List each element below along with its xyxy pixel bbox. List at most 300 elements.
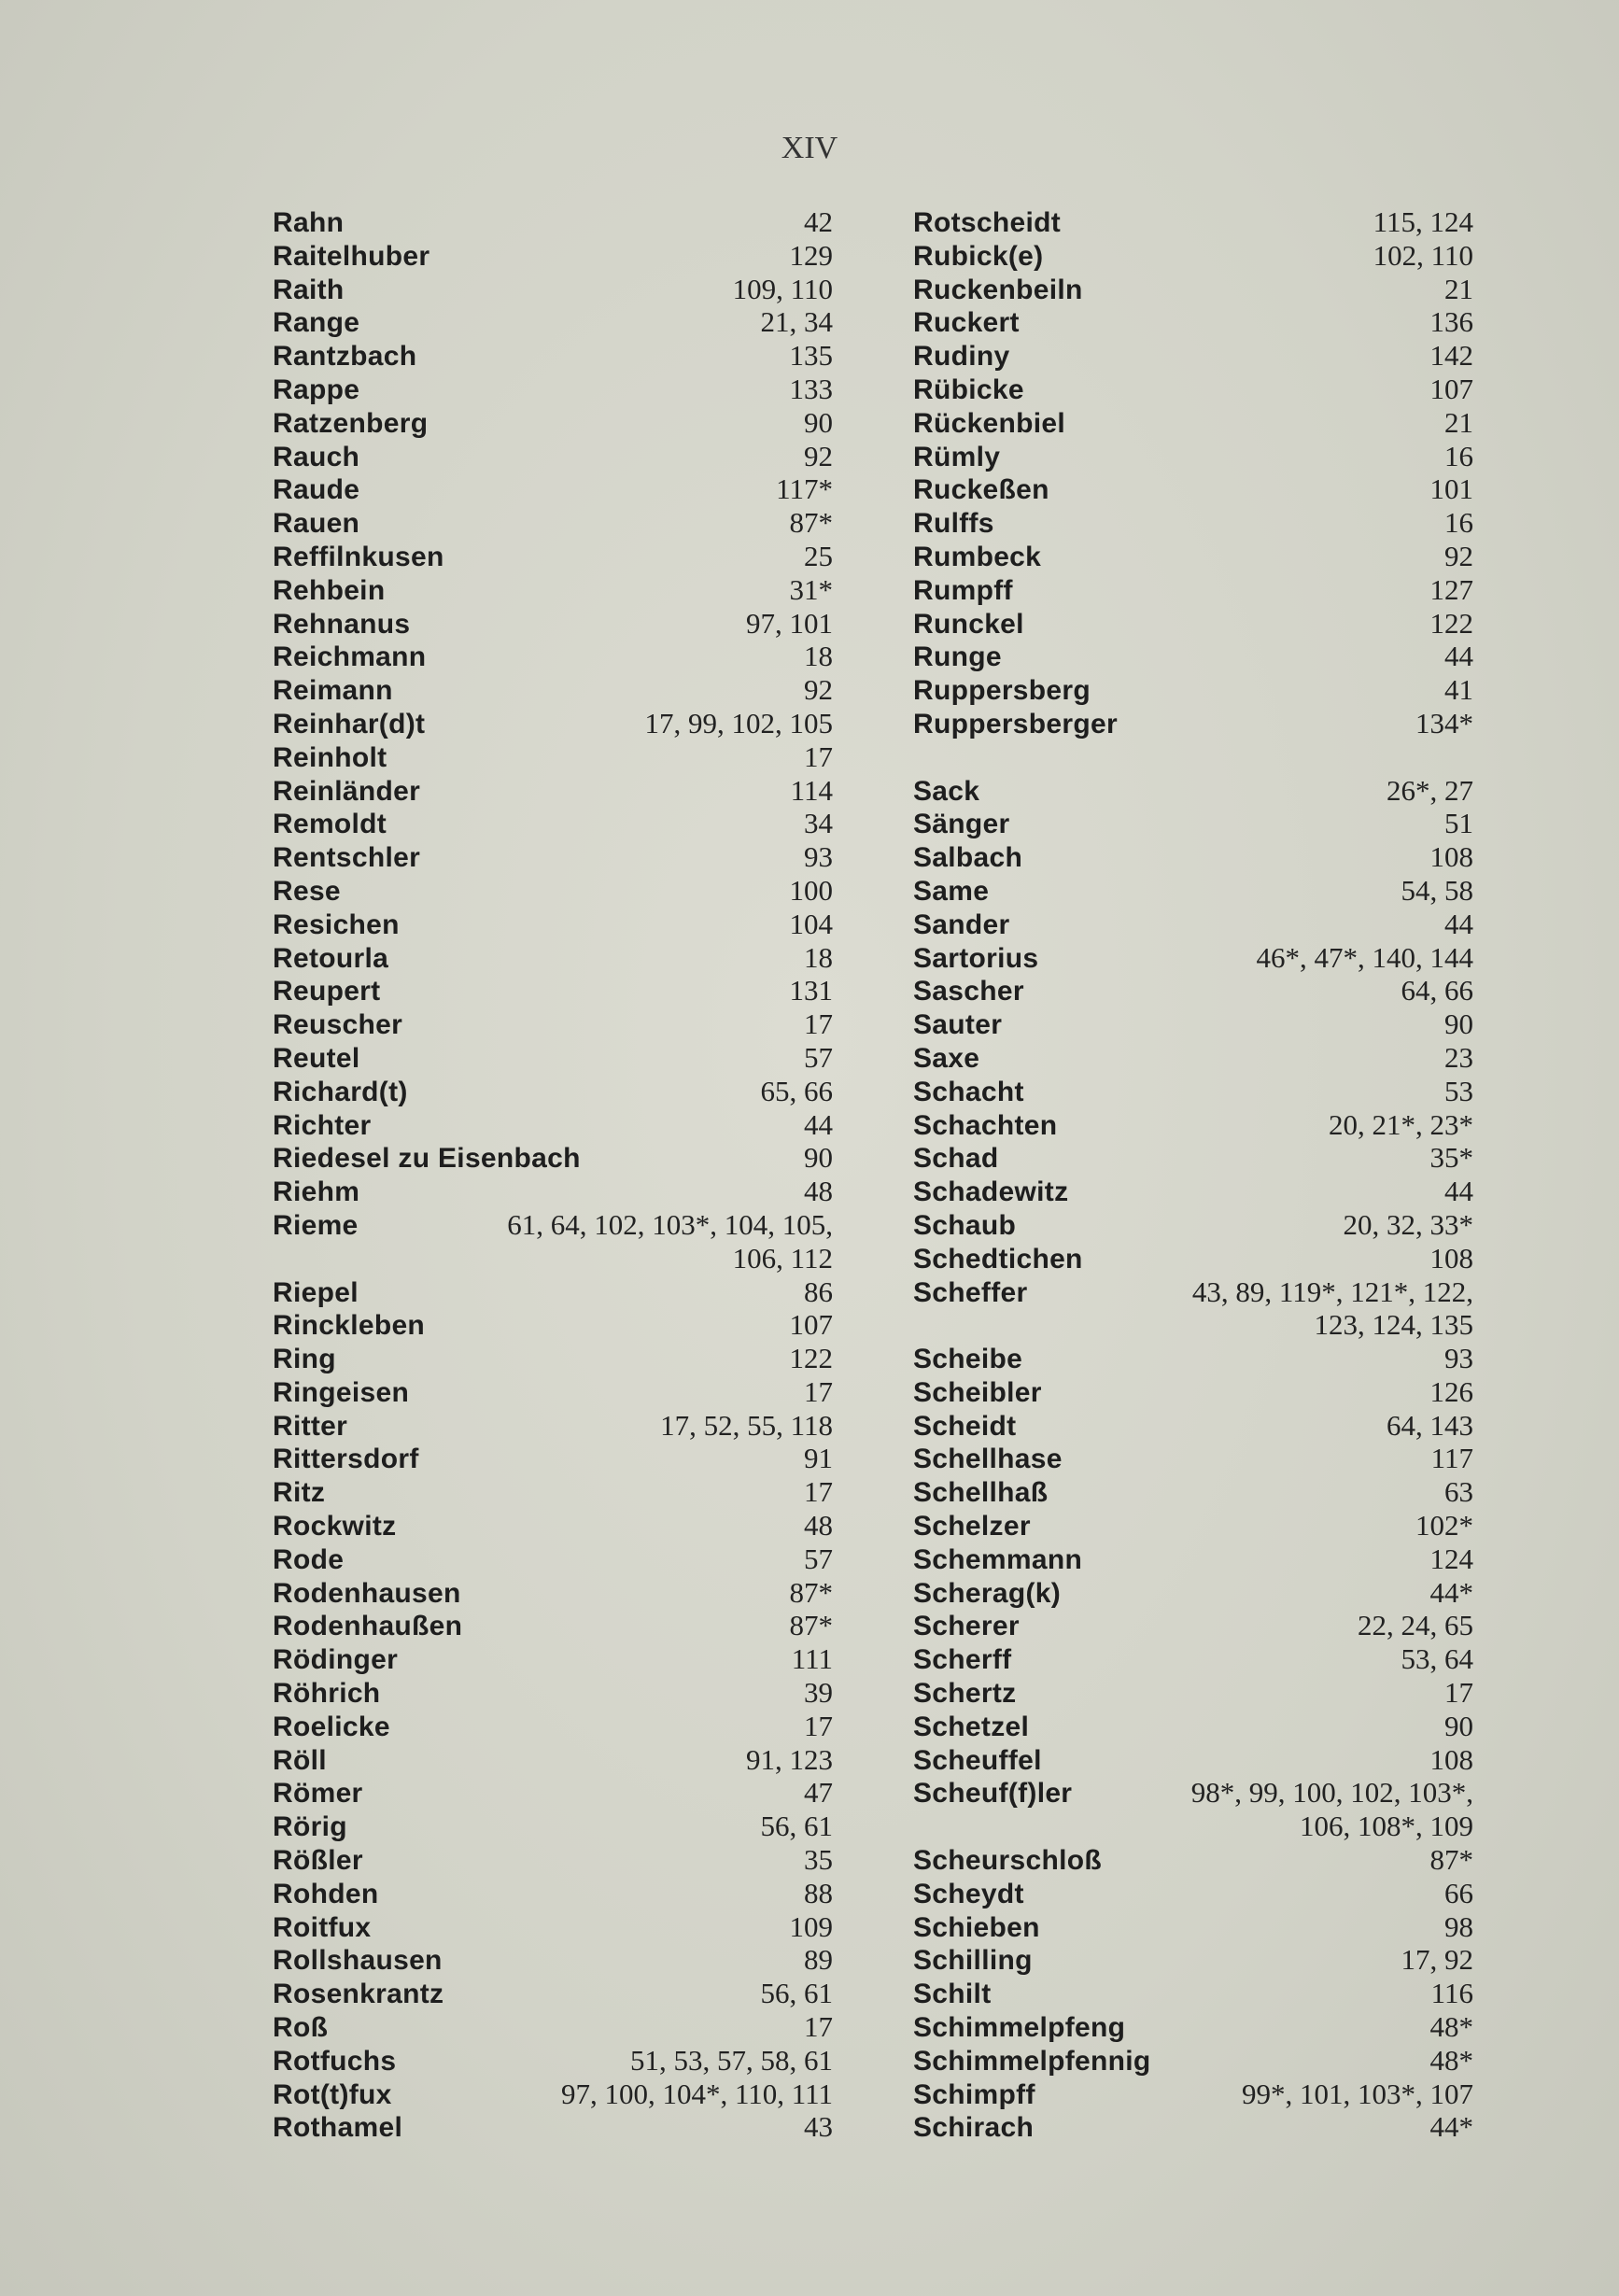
index-section-s [913, 774, 1473, 2145]
entry-pages: 117 [1430, 1442, 1473, 1475]
index-entry [913, 1743, 1473, 1777]
index-entry [913, 1108, 1473, 1142]
entry-pages: 51, 53, 57, 58, 61 [630, 2043, 833, 2077]
index-entry [273, 974, 833, 1007]
entry-name: Schad [913, 1143, 999, 1175]
entry-pages: 87* [789, 1609, 833, 1642]
entry-pages: 63 [1444, 1475, 1473, 1509]
entry-name: Reuscher [273, 1009, 403, 1041]
entry-name: Sack [913, 775, 980, 807]
entry-name: Schellhase [913, 1444, 1063, 1475]
entry-name: Rückenbiel [913, 407, 1066, 439]
entry-pages: 44 [804, 1107, 833, 1141]
entry-pages: 109, 110 [732, 272, 833, 305]
entry-name: Rödinger [273, 1644, 399, 1676]
entry-pages: 57 [804, 1040, 833, 1074]
entry-name: Riehm [273, 1176, 360, 1208]
entry-pages: 92 [804, 673, 833, 707]
entry-pages: 43 [804, 2110, 833, 2144]
entry-pages-continued: 123, 124, 135 [1314, 1308, 1473, 1342]
index-entry [273, 874, 833, 908]
index-entry [273, 640, 833, 673]
entry-name: Scheydt [913, 1878, 1024, 1909]
entry-name: Ritz [273, 1477, 326, 1509]
entry-pages: 124 [1429, 1542, 1473, 1575]
index-entry [913, 540, 1473, 573]
entry-name: Sander [913, 909, 1010, 940]
index-entry [273, 373, 833, 406]
entry-pages: 126 [1429, 1374, 1473, 1408]
entry-name: Scheibe [913, 1344, 1023, 1375]
entry-name: Scheuffel [913, 1744, 1042, 1776]
entry-name: Röhrich [273, 1678, 381, 1710]
entry-name: Reupert [273, 976, 381, 1007]
entry-pages: 54, 58 [1401, 873, 1473, 907]
entry-name: Rümly [913, 441, 1001, 472]
entry-name: Reinländer [273, 775, 421, 807]
entry-pages: 20, 32, 33* [1343, 1207, 1473, 1241]
index-column-left [273, 205, 833, 2144]
entry-name: Riedesel zu Eisenbach [273, 1143, 581, 1175]
index-entry [913, 1375, 1473, 1409]
entry-name: Resichen [273, 909, 400, 940]
entry-name: Schilling [913, 1945, 1033, 1977]
page-number: XIV [781, 131, 838, 165]
index-entry [913, 1175, 1473, 1208]
entry-name: Rode [273, 1543, 345, 1575]
index-entry [273, 1409, 833, 1443]
entry-name: Rauch [273, 441, 360, 472]
entry-pages: 39 [804, 1676, 833, 1710]
entry-pages: 57 [804, 1542, 833, 1575]
entry-pages: 116 [1430, 1977, 1473, 2010]
entry-pages: 16 [1444, 439, 1473, 472]
entry-pages: 107 [789, 1308, 833, 1342]
index-entry [273, 1342, 833, 1375]
index-entry [913, 1642, 1473, 1676]
index-entry [273, 273, 833, 306]
index-entry [273, 1041, 833, 1075]
entry-pages: 56, 61 [760, 1977, 833, 2010]
entry-name: Rittersdorf [273, 1444, 419, 1475]
entry-pages: 91 [804, 1442, 833, 1475]
entry-name: Scheffer [913, 1276, 1028, 1308]
index-entry [273, 1509, 833, 1542]
entry-pages: 17 [804, 1007, 833, 1041]
entry-name: Ruckenbeiln [913, 274, 1083, 305]
entry-pages: 111 [791, 1642, 833, 1676]
entry-name: Ratzenberg [273, 407, 429, 439]
entry-pages: 90 [1444, 1007, 1473, 1041]
entry-pages: 89 [804, 1943, 833, 1977]
entry-name: Scheibler [913, 1376, 1042, 1408]
entry-pages: 92 [804, 439, 833, 472]
entry-pages: 26*, 27 [1387, 773, 1473, 807]
entry-name: Reinhar(d)t [273, 708, 426, 740]
index-entry [273, 1776, 833, 1810]
index-entry [913, 1943, 1473, 1977]
index-entry [913, 1977, 1473, 2010]
entry-name: Schilt [913, 1979, 992, 2010]
entry-pages: 122 [1429, 606, 1473, 640]
entry-pages: 17, 92 [1401, 1943, 1473, 1977]
index-entry [913, 2044, 1473, 2078]
entry-name: Schedtichen [913, 1243, 1083, 1275]
entry-pages: 44* [1429, 2110, 1473, 2144]
index-entry [273, 540, 833, 573]
entry-pages: 53, 64 [1401, 1642, 1473, 1676]
entry-pages: 61, 64, 102, 103*, 104, 105, [507, 1207, 833, 1241]
index-entry [273, 1141, 833, 1175]
entry-name: Saxe [913, 1042, 980, 1074]
entry-name: Rothamel [273, 2112, 403, 2144]
entry-name: Schimmelpfeng [913, 2012, 1126, 2044]
entry-pages: 41 [1444, 673, 1473, 707]
index-entry [913, 1475, 1473, 1509]
index-entry [913, 506, 1473, 540]
entry-pages: 102, 110 [1373, 238, 1473, 272]
entry-pages: 53 [1444, 1074, 1473, 1107]
index-entry [913, 1409, 1473, 1443]
index-entry [273, 1375, 833, 1409]
entry-pages: 48* [1429, 2043, 1473, 2077]
entry-name: Rumpff [913, 574, 1013, 606]
entry-name: Ruckeßen [913, 474, 1049, 506]
entry-name: Rulffs [913, 508, 994, 540]
index-entry [273, 1710, 833, 1743]
entry-pages: 56, 61 [760, 1810, 833, 1843]
entry-pages: 43, 89, 119*, 121*, 122, [1191, 1275, 1473, 1308]
index-entry [913, 1509, 1473, 1542]
entry-pages: 16 [1444, 506, 1473, 540]
section-gap [913, 740, 1473, 774]
index-entry [913, 205, 1473, 239]
entry-pages: 122 [789, 1342, 833, 1375]
entry-pages: 91, 123 [746, 1742, 833, 1776]
index-entry [913, 1342, 1473, 1375]
entry-name: Rübicke [913, 373, 1024, 405]
entry-pages: 87* [1429, 1843, 1473, 1877]
index-entry [913, 1041, 1473, 1075]
index-entry [913, 2010, 1473, 2044]
entry-pages: 21 [1444, 405, 1473, 439]
index-entry [913, 2078, 1473, 2111]
entry-pages-continued: 106, 108*, 109 [1300, 1810, 1473, 1843]
entry-name: Rot(t)fux [273, 2078, 392, 2110]
entry-name: Schemmann [913, 1543, 1083, 1575]
entry-pages: 115, 124 [1373, 205, 1473, 238]
entry-name: Scheuf(f)ler [913, 1778, 1073, 1810]
index-entry [913, 908, 1473, 941]
index-entry [273, 339, 833, 373]
entry-name: Ring [273, 1344, 336, 1375]
index-entry [913, 774, 1473, 808]
index-entry [273, 908, 833, 941]
entry-name: Sauter [913, 1009, 1003, 1041]
index-entry [273, 1609, 833, 1642]
index-entry [913, 807, 1473, 840]
entry-name: Salbach [913, 842, 1023, 874]
entry-pages: 18 [804, 940, 833, 974]
entry-pages: 48 [804, 1509, 833, 1542]
entry-pages: 17 [804, 2010, 833, 2044]
index-entry [913, 840, 1473, 874]
entry-pages: 87* [789, 1575, 833, 1609]
entry-name: Rinckleben [273, 1310, 426, 1342]
index-entry [273, 1977, 833, 2010]
entry-pages: 23 [1444, 1040, 1473, 1074]
entry-pages: 117* [776, 472, 833, 506]
index-entry [273, 740, 833, 774]
index-entry [913, 1776, 1473, 1810]
index-entry [273, 406, 833, 440]
entry-name: Rudiny [913, 341, 1010, 373]
entry-name: Rieme [273, 1209, 359, 1241]
entry-pages: 48 [804, 1175, 833, 1208]
entry-pages-continued: 106, 112 [732, 1241, 833, 1275]
entry-name: Scheidt [913, 1410, 1017, 1442]
index-entry [273, 707, 833, 740]
entry-name: Rantzbach [273, 341, 417, 373]
entry-name: Schacht [913, 1076, 1024, 1107]
index-entry [913, 974, 1473, 1007]
index-entry [913, 1843, 1473, 1877]
entry-name: Rahn [273, 207, 345, 238]
index-entry [273, 774, 833, 808]
index-entry [913, 1075, 1473, 1108]
entry-name: Scherag(k) [913, 1577, 1062, 1609]
index-entry [273, 1576, 833, 1610]
index-entry [273, 1308, 833, 1342]
entry-pages: 17 [1444, 1676, 1473, 1710]
index-entry [273, 573, 833, 607]
index-entry [273, 2110, 833, 2144]
index-entry [273, 1475, 833, 1509]
index-entry [273, 1542, 833, 1576]
index-entry [273, 472, 833, 506]
entry-name: Riepel [273, 1276, 359, 1308]
index-entry [273, 1108, 833, 1142]
entry-pages: 31* [789, 572, 833, 606]
entry-name: Roß [273, 2012, 329, 2044]
entry-pages: 109 [789, 1909, 833, 1943]
index-entry [913, 339, 1473, 373]
index-entry [273, 807, 833, 840]
entry-pages: 18 [804, 640, 833, 673]
entry-name: Reinholt [273, 741, 387, 773]
index-entry [913, 1676, 1473, 1710]
entry-name: Sänger [913, 809, 1010, 840]
entry-name: Ruppersberg [913, 675, 1091, 707]
entry-pages: 48* [1429, 2010, 1473, 2044]
entry-pages: 102* [1415, 1509, 1473, 1542]
entry-pages: 98*, 99, 100, 102, 103*, [1190, 1776, 1473, 1810]
entry-name: Rotfuchs [273, 2045, 397, 2077]
entry-name: Rohden [273, 1878, 379, 1909]
entry-name: Rörig [273, 1811, 347, 1843]
entry-name: Rollshausen [273, 1945, 443, 1977]
entry-name: Schachten [913, 1109, 1058, 1141]
entry-name: Reutel [273, 1042, 360, 1074]
index-entry [273, 1676, 833, 1710]
index-entry [273, 205, 833, 239]
entry-name: Ruckert [913, 307, 1020, 339]
index-entry [273, 1175, 833, 1208]
entry-pages: 98 [1444, 1909, 1473, 1943]
entry-pages: 108 [1429, 1742, 1473, 1776]
index-entry [273, 2078, 833, 2111]
index-entry [913, 1877, 1473, 1910]
entry-name: Schimpff [913, 2078, 1035, 2110]
entry-pages: 92 [1444, 539, 1473, 572]
entry-pages: 127 [1429, 572, 1473, 606]
index-entry [273, 1843, 833, 1877]
index-entry [273, 239, 833, 273]
index-section-r [913, 205, 1473, 740]
index-entry [913, 2110, 1473, 2144]
entry-name: Runckel [913, 608, 1024, 640]
entry-pages: 108 [1429, 1241, 1473, 1275]
entry-pages: 104 [789, 907, 833, 940]
entry-name: Schimmelpfennig [913, 2045, 1151, 2077]
entry-pages: 108 [1429, 840, 1473, 874]
entry-pages: 64, 143 [1387, 1408, 1473, 1442]
entry-name: Scheurschloß [913, 1845, 1102, 1877]
entry-pages: 35* [1429, 1141, 1473, 1175]
index-entry [273, 673, 833, 707]
index-entry [273, 1208, 833, 1242]
entry-pages: 97, 100, 104*, 110, 111 [560, 2077, 833, 2110]
entry-pages: 101 [1429, 472, 1473, 506]
index-entry [913, 472, 1473, 506]
entry-name: Ringeisen [273, 1376, 410, 1408]
entry-pages: 17 [804, 1709, 833, 1742]
entry-name: Schellhaß [913, 1477, 1049, 1509]
entry-name: Roitfux [273, 1911, 372, 1943]
index-entry [273, 607, 833, 641]
entry-pages: 34 [804, 807, 833, 840]
index-entry [273, 1943, 833, 1977]
entry-name: Rosenkrantz [273, 1979, 444, 2010]
entry-name: Rotscheidt [913, 207, 1062, 238]
entry-name: Raude [273, 474, 360, 506]
entry-pages: 133 [789, 372, 833, 405]
index-entry [913, 1442, 1473, 1475]
entry-name: Römer [273, 1778, 363, 1810]
entry-name: Rauen [273, 508, 360, 540]
index-entry [273, 2044, 833, 2078]
entry-name: Scherer [913, 1611, 1020, 1642]
entry-pages: 90 [1444, 1709, 1473, 1742]
entry-pages: 88 [804, 1876, 833, 1909]
entry-pages: 135 [789, 339, 833, 373]
index-entry [913, 1576, 1473, 1610]
entry-pages: 21, 34 [760, 305, 833, 339]
entry-name: Ritter [273, 1410, 348, 1442]
entry-pages: 136 [1429, 305, 1473, 339]
entry-name: Raith [273, 274, 345, 305]
entry-pages: 35 [804, 1843, 833, 1877]
index-entry [913, 406, 1473, 440]
entry-pages: 44 [1444, 907, 1473, 940]
index-entry [913, 440, 1473, 473]
entry-pages: 17, 52, 55, 118 [660, 1408, 833, 1442]
entry-name: Schadewitz [913, 1176, 1069, 1208]
entry-pages: 17 [804, 1475, 833, 1509]
entry-name: Schirach [913, 2112, 1035, 2144]
entry-name: Rehnanus [273, 608, 411, 640]
entry-name: Sartorius [913, 942, 1039, 974]
index-entry [273, 1442, 833, 1475]
entry-name: Same [913, 875, 990, 907]
index-entry [913, 273, 1473, 306]
index-entry [913, 640, 1473, 673]
entry-pages: 25 [804, 539, 833, 572]
entry-pages: 114 [790, 773, 833, 807]
entry-name: Rodenhausen [273, 1577, 461, 1609]
entry-pages: 90 [804, 1141, 833, 1175]
entry-pages: 99*, 101, 103*, 107 [1242, 2077, 1473, 2110]
entry-pages: 51 [1444, 807, 1473, 840]
index-entry [913, 305, 1473, 339]
entry-name: Ruppersberger [913, 708, 1118, 740]
entry-name: Schelzer [913, 1511, 1031, 1542]
entry-pages: 47 [804, 1776, 833, 1810]
entry-name: Rentschler [273, 842, 421, 874]
entry-pages: 46*, 47*, 140, 144 [1256, 940, 1473, 974]
entry-pages: 93 [804, 840, 833, 874]
entry-pages: 100 [789, 873, 833, 907]
index-entry [913, 1542, 1473, 1576]
entry-name: Schertz [913, 1678, 1017, 1710]
index-entry [913, 1208, 1473, 1242]
entry-name: Richard(t) [273, 1076, 408, 1107]
index-entry [273, 941, 833, 975]
entry-pages: 20, 21*, 23* [1329, 1107, 1473, 1141]
index-entry [273, 305, 833, 339]
entry-pages: 44* [1429, 1575, 1473, 1609]
entry-pages: 131 [789, 974, 833, 1007]
index-entry [913, 239, 1473, 273]
entry-pages: 66 [1444, 1876, 1473, 1909]
entry-pages: 44 [1444, 640, 1473, 673]
entry-name: Reimann [273, 675, 393, 707]
index-entry [913, 1007, 1473, 1041]
index-entry [273, 440, 833, 473]
entry-name: Reichmann [273, 641, 427, 673]
entry-pages: 64, 66 [1401, 974, 1473, 1007]
entry-name: Rehbein [273, 574, 386, 606]
index-entry [273, 2010, 833, 2044]
entry-pages: 134* [1415, 706, 1473, 740]
index-entry [913, 1242, 1473, 1275]
entry-name: Rubick(e) [913, 240, 1044, 272]
entry-pages: 97, 101 [746, 606, 833, 640]
entry-pages: 93 [1444, 1342, 1473, 1375]
entry-pages: 90 [804, 405, 833, 439]
index-entry [273, 1877, 833, 1910]
index-entry [913, 1141, 1473, 1175]
index-entry [273, 1275, 833, 1309]
entry-name: Rockwitz [273, 1511, 397, 1542]
entry-name: Schieben [913, 1911, 1040, 1943]
index-entry [913, 1275, 1473, 1309]
entry-name: Rodenhaußen [273, 1611, 463, 1642]
entry-pages: 87* [789, 506, 833, 540]
entry-name: Sascher [913, 976, 1024, 1007]
entry-pages: 17, 99, 102, 105 [644, 706, 833, 740]
entry-name: Raitelhuber [273, 240, 430, 272]
